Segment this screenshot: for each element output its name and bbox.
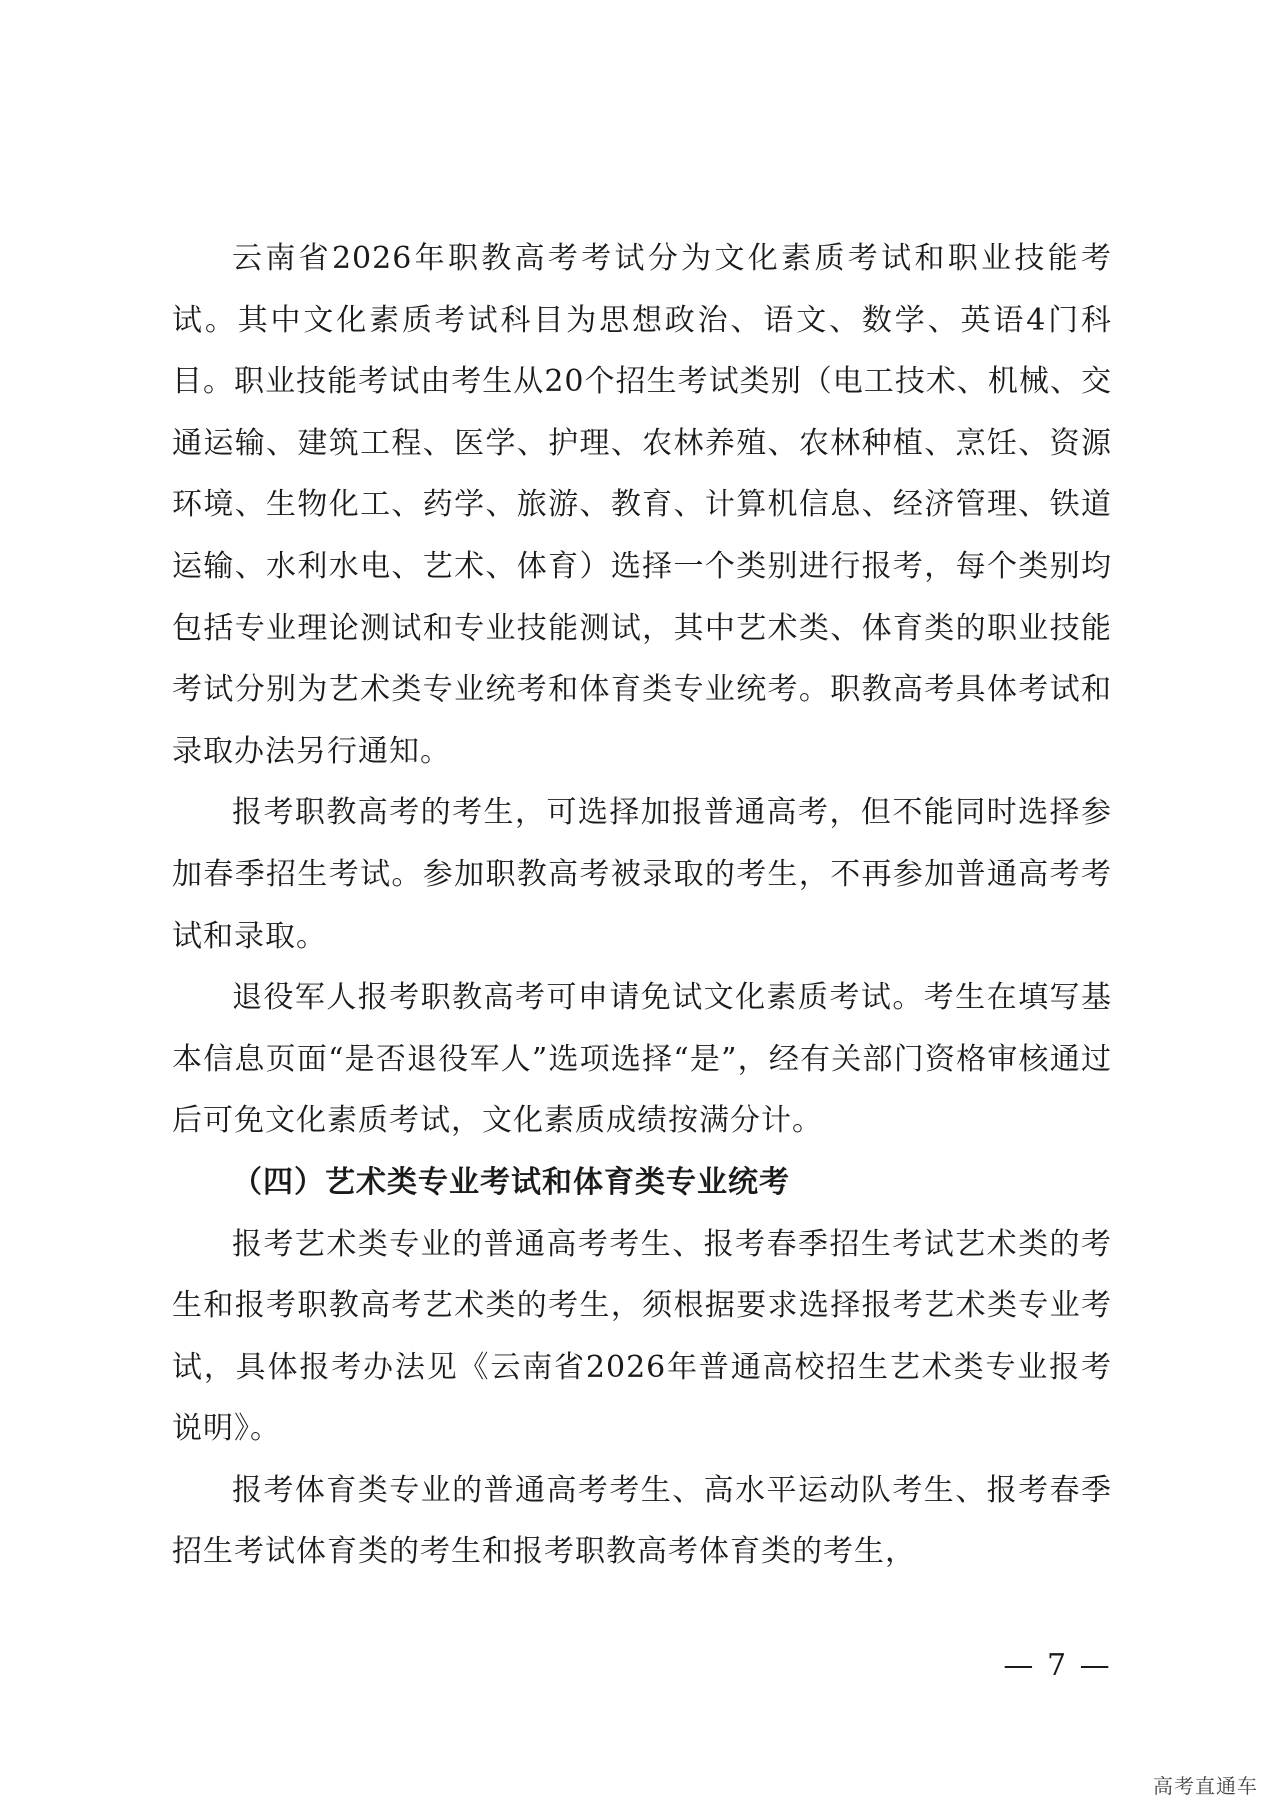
paragraph-sports-exam: 报考体育类专业的普通高考考生、高水平运动队考生、报考春季招生考试体育类的考生和报考职教高考体育类的考生，: [172, 1472, 1112, 1570]
paragraph-optional-registration: 报考职教高考的考生，可选择加报普通高考，但不能同时选择参加春季招生考试。参加职教高考被录取的考生，不再参加普通高考考试和录取。: [172, 795, 1112, 954]
section-heading: （四）艺术类专业考试和体育类专业统考: [232, 1164, 790, 1200]
body-text: [172, 228, 1112, 1583]
paragraph-exam-structure: 云南省2026年职教高考考试分为文化素质考试和职业技能考试。其中文化素质考试科目为思想政治、语文、数学、英语4门科目。职业技能考试由考生从20个招生考试类别（电工技术、机械、交通运输、建筑工程、医学、护理、农林养殖、农林种植、烹饪、资源环境、生物化工、药学、旅游、教育、计算机信息、经济管理、铁道运输、水利水电、艺术、体育）选择一个类别进行报考，每个类别均包括专业理论测试和专业技能测试，其中艺术类、体育类的职业技能考试分别为艺术类专业统考和体育类专业统考。职教高考具体考试和录取办法另行通知。: [172, 241, 1112, 769]
paragraph-veterans-exemption: 退役军人报考职教高考可申请免试文化素质考试。考生在填写基本信息页面“是否退役军人”选项选择“是”，经有关部门资格审核通过后可免文化素质考试，文化素质成绩按满分计。: [172, 980, 1112, 1139]
paragraph-art-exam: 报考艺术类专业的普通高考考生、报考春季招生考试艺术类的考生和报考职教高考艺术类的考生，须根据要求选择报考艺术类专业考试，具体报考办法见《云南省2026年普通高校招生艺术类专业报考说明》。: [172, 1226, 1112, 1447]
watermark: 高考直通车: [1153, 1774, 1258, 1798]
page-number: — 7 —: [1003, 1648, 1112, 1683]
